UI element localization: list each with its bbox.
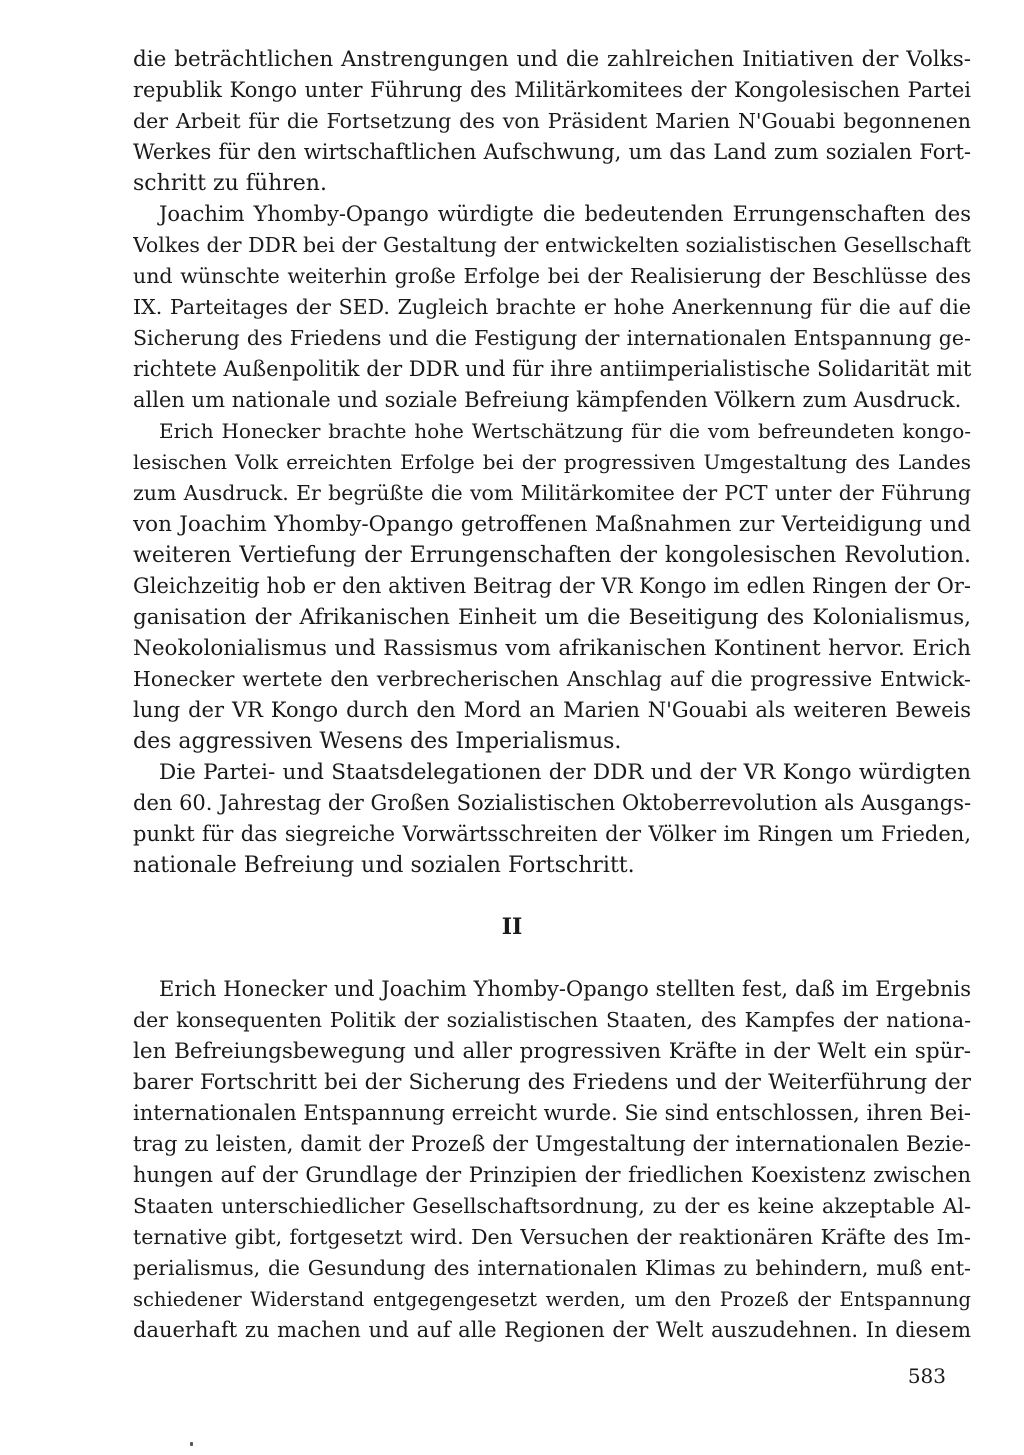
text-line: zum Ausdruck. Er begrüßte die vom Militärkomitee der PCT unter der Führung — [133, 481, 971, 505]
text-line: den 60. Jahrestag der Großen Sozialistischen Oktoberrevolution als Ausgangs- — [133, 791, 971, 815]
text-line: allen um nationale und soziale Befreiung kämpfenden Völkern zum Ausdruck. — [133, 388, 962, 412]
section-heading: II — [501, 914, 523, 940]
text-line: Neokolonialismus und Rassismus vom afrikanischen Kontinent hervor. Erich — [133, 636, 971, 661]
text-line: Staaten unterschiedlicher Gesellschaftsordnung, zu der es keine akzeptable Al- — [133, 1194, 971, 1218]
text-line: der konsequenten Politik der sozialistischen Staaten, des Kampfes der nationa- — [133, 1008, 971, 1032]
text-line: nationale Befreiung und sozialen Fortschritt. — [133, 853, 635, 878]
text-line: Die Partei- und Staatsdelegationen der DDR und der VR Kongo würdigten — [159, 760, 971, 785]
text-line: Gleichzeitig hob er den aktiven Beitrag der VR Kongo im edlen Ringen der Or- — [133, 574, 971, 598]
text-line: der Arbeit für die Fortsetzung des von Präsident Marien N'Gouabi begonnenen — [133, 109, 971, 133]
text-line: lung der VR Kongo durch den Mord an Marien N'Gouabi als weiteren Beweis — [133, 698, 971, 722]
text-line: die beträchtlichen Anstrengungen und die zahlreichen Initiativen der Volks- — [133, 47, 971, 72]
text-line: republik Kongo unter Führung des Militärkomitees der Kongolesischen Partei — [133, 78, 971, 102]
text-line: Sicherung des Friedens und die Festigung der internationalen Entspannung ge- — [133, 326, 971, 350]
text-line: IX. Parteitages der SED. Zugleich brachte er hohe Anerkennung für die auf die — [133, 295, 971, 319]
text-line: Erich Honecker und Joachim Yhomby-Opango stellten fest, daß im Ergebnis — [159, 977, 971, 1001]
text-line: perialismus, die Gesundung des internationalen Klimas zu behindern, muß ent- — [133, 1256, 971, 1280]
text-line: schiedener Widerstand entgegengesetzt werden, um den Prozeß der Entspannung — [133, 1288, 971, 1311]
page-number: 583 — [907, 1364, 946, 1388]
text-line: dauerhaft zu machen und auf alle Regionen der Welt auszudehnen. In diesem — [133, 1318, 971, 1342]
text-line: internationalen Entspannung erreicht wurde. Sie sind entschlossen, ihren Bei- — [133, 1101, 971, 1125]
text-line: schritt zu führen. — [133, 171, 327, 196]
text-line: des aggressiven Wesens des Imperialismus. — [133, 729, 622, 754]
text-line: lesischen Volk erreichten Erfolge bei der progressiven Umgestaltung des Landes — [133, 450, 971, 474]
scan-speck — [190, 1442, 193, 1446]
text-line: trag zu leisten, damit der Prozeß der Umgestaltung der internationalen Bezie- — [133, 1132, 971, 1156]
text-line: ternative gibt, fortgesetzt wird. Den Versuchen der reaktionären Kräfte des Im- — [133, 1225, 971, 1249]
text-line: barer Fortschritt bei der Sicherung des Friedens und der Weiterführung der — [133, 1070, 971, 1095]
text-line: Honecker wertete den verbrecherischen Anschlag auf die progressive Entwick- — [133, 667, 971, 691]
text-line: ganisation der Afrikanischen Einheit um die Beseitigung des Kolonialismus, — [133, 605, 971, 630]
text-line: len Befreiungsbewegung und aller progressiven Kräfte in der Welt ein spür- — [133, 1039, 971, 1064]
text-line: von Joachim Yhomby-Opango getroffenen Maßnahmen zur Verteidigung und — [133, 512, 971, 537]
text-line: hungen auf der Grundlage der Prinzipien der friedlichen Koexistenz zwischen — [133, 1163, 971, 1187]
text-line: Joachim Yhomby-Opango würdigte die bedeutenden Errungenschaften des — [159, 202, 971, 226]
text-line: punkt für das siegreiche Vorwärtsschreiten der Völker im Ringen um Frieden, — [133, 822, 971, 846]
text-line: und wünschte weiterhin große Erfolge bei der Realisierung der Beschlüsse des — [133, 264, 971, 288]
text-line: weiteren Vertiefung der Errungenschaften der kongolesischen Revolution. — [133, 543, 971, 568]
text-line: richtete Außenpolitik der DDR und für ihre antiimperialistische Solidarität mit — [133, 357, 971, 381]
text-line: Werkes für den wirtschaftlichen Aufschwung, um das Land zum sozialen Fort- — [133, 140, 971, 164]
text-line: Volkes der DDR bei der Gestaltung der entwickelten sozialistischen Gesellschaft — [133, 233, 971, 257]
text-line: Erich Honecker brachte hohe Wertschätzung für die vom befreundeten kongo- — [159, 419, 971, 443]
